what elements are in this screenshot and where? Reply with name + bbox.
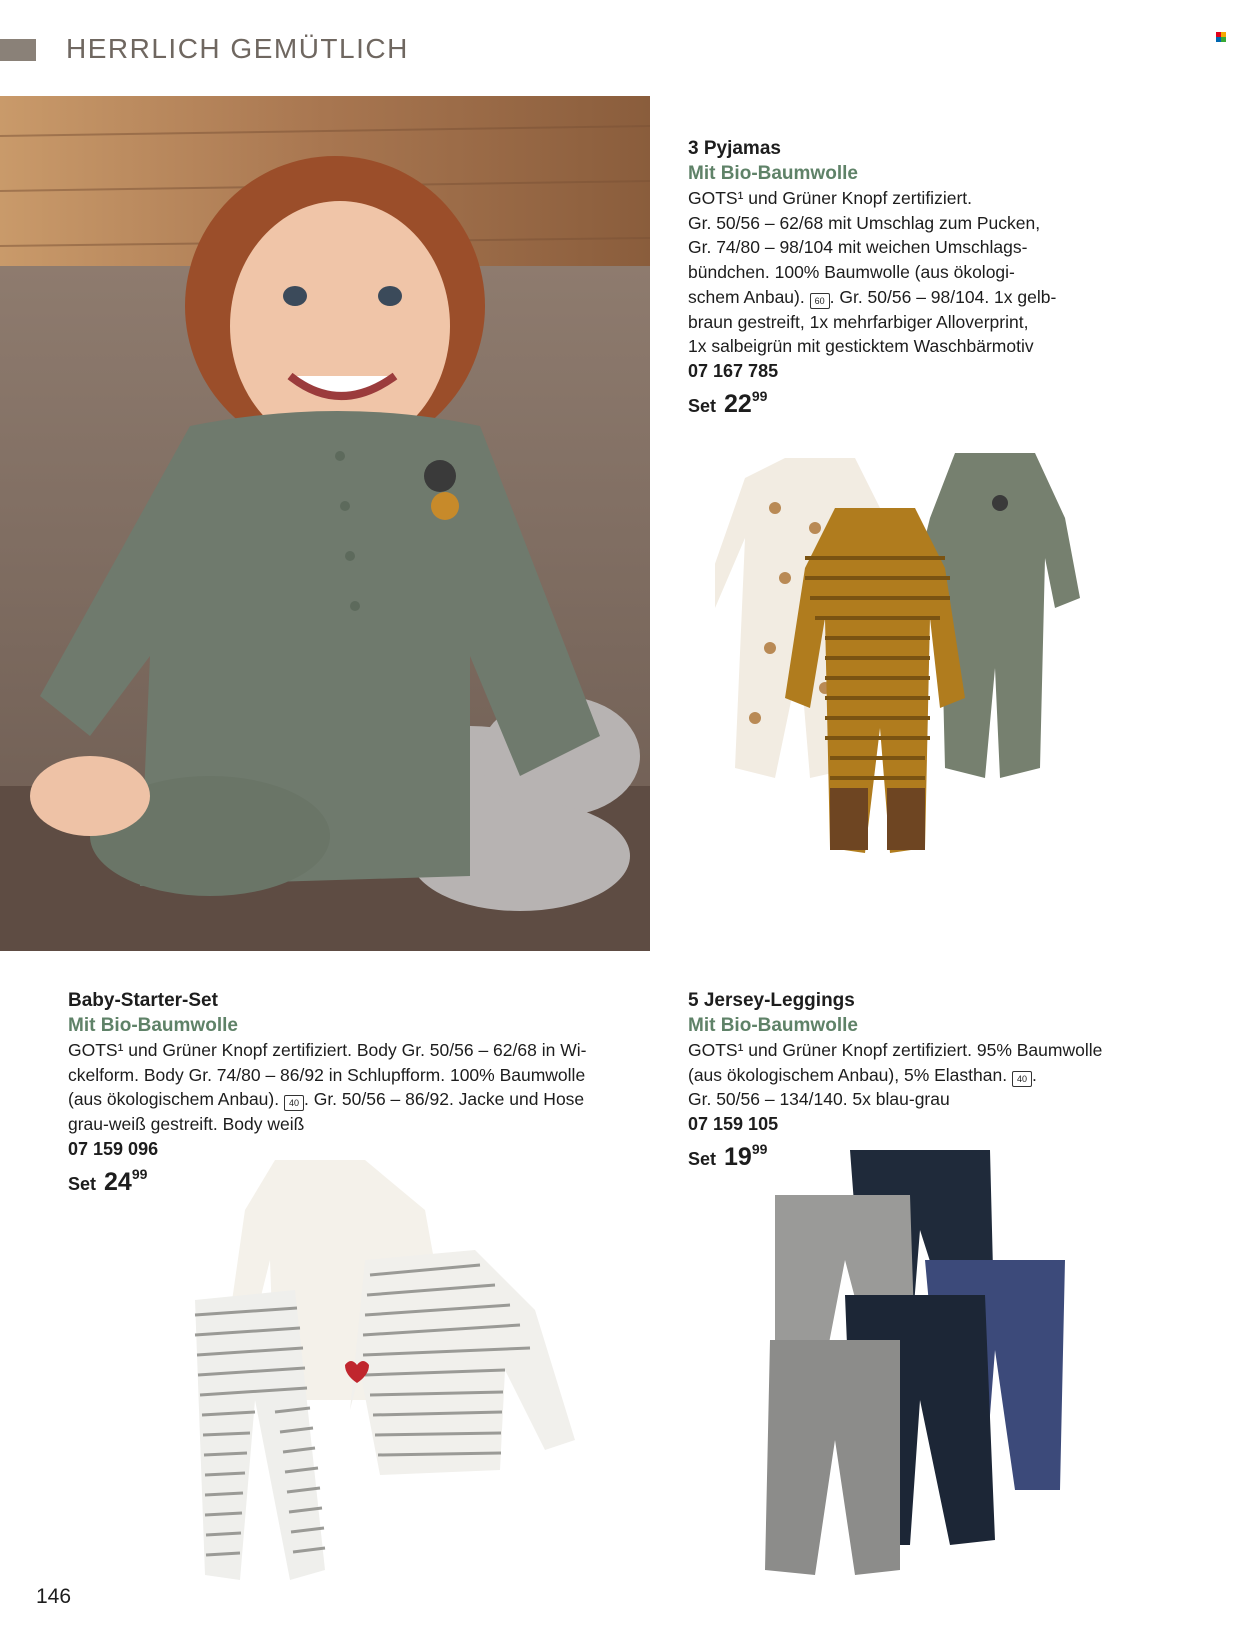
article-number: 07 159 105 <box>688 1114 779 1135</box>
product-pyjamas <box>688 136 1248 419</box>
leggings-product-image <box>760 1150 1090 1585</box>
price <box>688 388 1248 419</box>
product-jersey-leggings <box>688 988 1248 1172</box>
price-main: 19 <box>724 1143 752 1172</box>
product-title: 3 Pyjamas <box>688 138 781 159</box>
price-main: 24 <box>104 1167 132 1196</box>
article-number: 07 167 785 <box>688 360 779 381</box>
product-title: 5 Jersey-Leggings <box>688 990 855 1011</box>
price-cents: 99 <box>751 387 768 404</box>
wash-40-icon: 40 <box>1012 1071 1032 1087</box>
price-main: 22 <box>724 389 752 418</box>
price-label: Set <box>68 1173 97 1194</box>
product-description: GOTS¹ und Grüner Knopf zertifiziert. 95% Baumwolle (aus ökologischem Anbau), 5% Elasthan. 40 . Gr. 50/56 – 134/140. 5x blau-grau <box>688 1040 1103 1110</box>
price-cents: 99 <box>751 1141 768 1158</box>
price-label: Set <box>688 395 717 416</box>
article-number: 07 159 096 <box>68 1138 159 1159</box>
starter-set-product-image <box>185 1150 605 1595</box>
product-subtitle: Mit Bio-Baumwolle <box>68 1015 238 1036</box>
section-title: HERRLICH GEMÜTLICH <box>66 33 409 64</box>
wash-40-icon: 40 <box>284 1095 304 1111</box>
product-description: GOTS¹ und Grüner Knopf zertifiziert. Gr. 50/56 – 62/68 mit Umschlag zum Pucken, Gr. 74/80 – 98/104 mit weichen Umschlags- bündchen. 100% Baumwolle (aus ökologi- schem Anbau). 60 . Gr. 50/56 – 98/104. 1x gelb- braun gestreift, 1x mehrfarbiger Alloverprint, 1x salbeigrün mit gesticktem Waschbärmotiv <box>688 188 1057 357</box>
wash-60-icon: 60 <box>810 293 830 309</box>
product-subtitle: Mit Bio-Baumwolle <box>688 163 858 184</box>
product-subtitle: Mit Bio-Baumwolle <box>688 1015 858 1036</box>
product-title: Baby-Starter-Set <box>68 990 218 1011</box>
brand-logo-icon <box>1216 32 1226 42</box>
product-description: GOTS¹ und Grüner Knopf zertifiziert. Body Gr. 50/56 – 62/68 in Wi- ckelform. Body Gr. 74/80 – 86/92 in Schlupfform. 100% Baumwolle (aus ökologischem Anbau). 40 . Gr. 50/56 – 86/92. Jacke und Hose grau-weiß gestreift. Body weiß <box>68 1040 587 1135</box>
price-cents: 99 <box>131 1165 148 1182</box>
page-number: 146 <box>36 1585 72 1608</box>
pyjamas-product-image <box>715 448 1125 863</box>
price-label: Set <box>688 1149 717 1170</box>
header-accent-bar <box>0 39 36 61</box>
lifestyle-photo <box>0 96 650 951</box>
